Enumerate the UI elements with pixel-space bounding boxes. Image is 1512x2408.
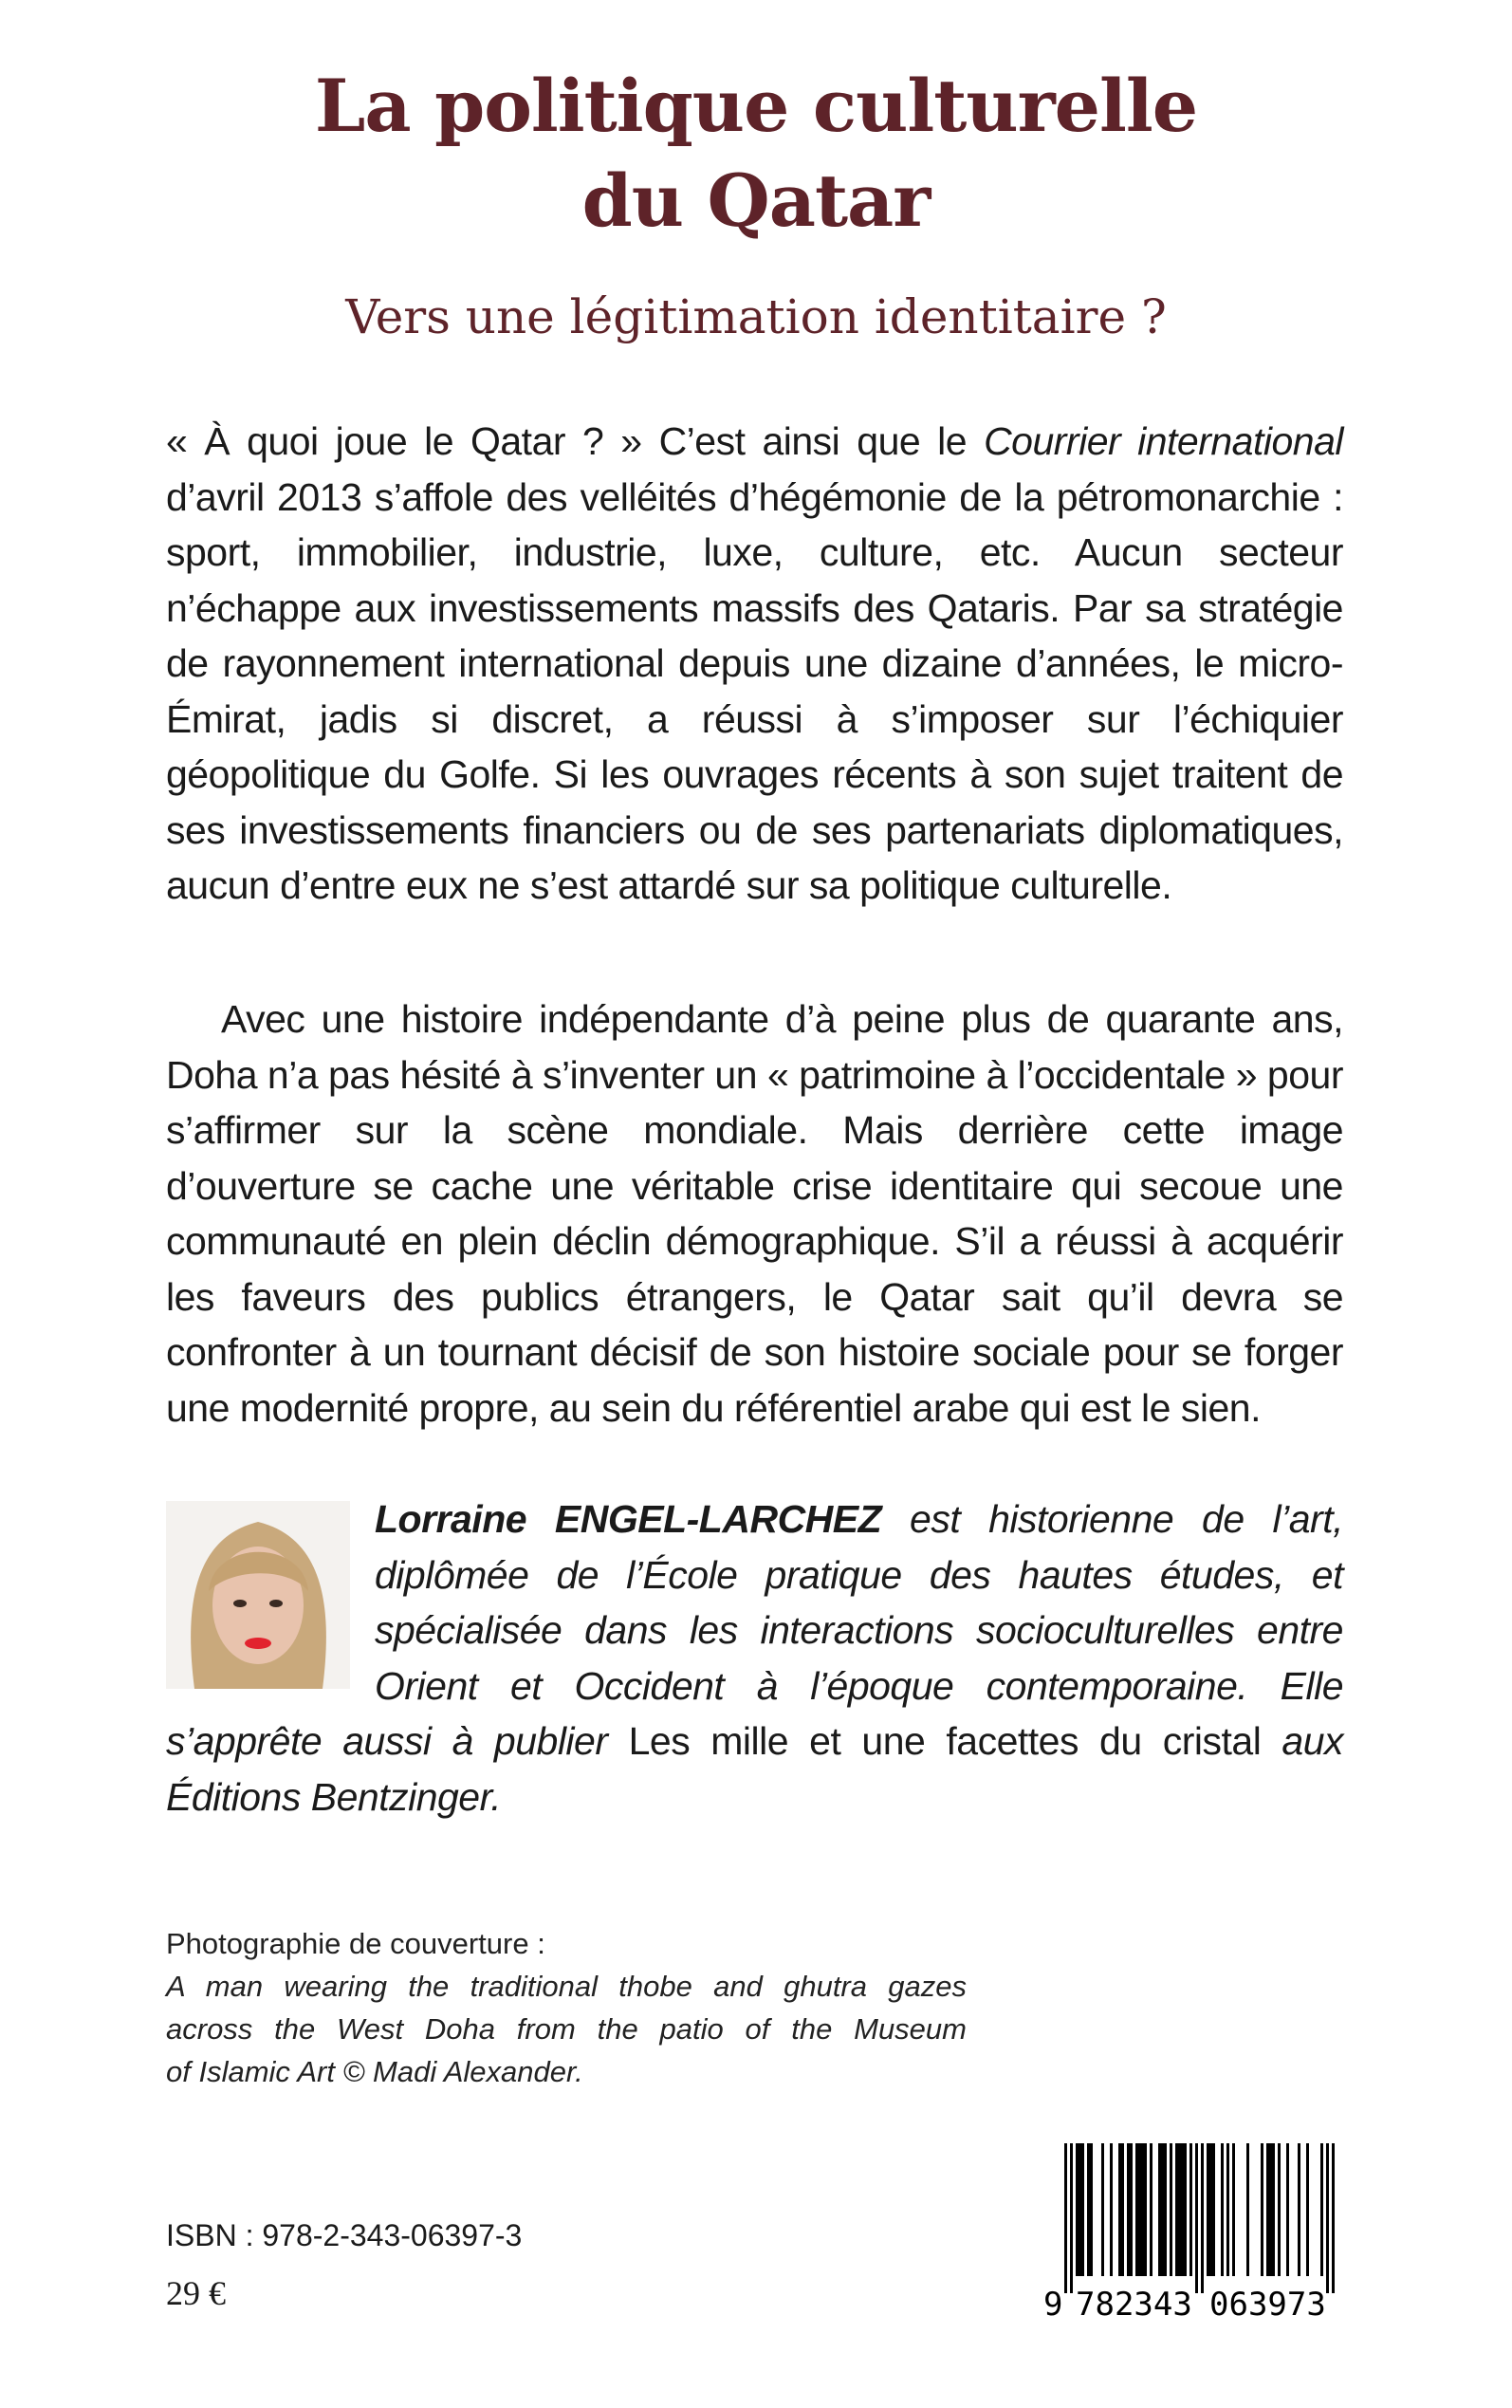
summary-paragraph-2: Avec une histoire indépendante d’à peine plus de quarante ans, Doha n’a pas hésité à s’inventer un « patrimoine à l’occidentale » pour s’affirmer sur la scène mondiale. Mais derrière cette image d’ouverture se cache une véritable crise identitaire qui secoue une communauté en plein déclin démographique. S’il a réussi à acquérir les faveurs des publics étrangers, le Qatar sait qu’il devra se confronter à un tournant décisif de son histoire sociale pour se forger une modernité propre, au sein du référentiel arabe qui est le sien. — [166, 997, 1343, 1430]
barcode-bar — [1076, 2143, 1079, 2276]
barcode-bar — [1064, 2143, 1067, 2293]
barcode-bar — [1298, 2143, 1300, 2276]
barcode-bar — [1127, 2143, 1130, 2276]
barcode-bar — [1081, 2143, 1084, 2276]
barcode-bar — [1090, 2143, 1093, 2276]
book-subtitle: Vers une légitimation identitaire ? — [345, 289, 1167, 344]
barcode-bar — [1221, 2143, 1224, 2276]
barcode-bar — [1150, 2143, 1152, 2276]
barcode-bar — [1138, 2143, 1141, 2276]
summary-paragraph-1 — [166, 414, 1343, 914]
author-bio — [166, 1491, 1343, 1825]
barcode-bar — [1161, 2143, 1164, 2276]
credit-line: across the West Doha from the patio of the Museum — [166, 2012, 967, 2046]
barcode-bar — [1269, 2143, 1272, 2276]
barcode-bar — [1101, 2143, 1104, 2276]
text: est historienne de l’art, diplômée de l’École pratique des hautes études, et spécialisée dans les interactions socioculturelles entre Orient et Occident à l’époque contemporaine. Elle s’apprête aussi à publier — [166, 1497, 1343, 1763]
barcode-bar — [1212, 2143, 1215, 2276]
barcode-bar — [1286, 2143, 1289, 2276]
barcode-bar — [1135, 2143, 1138, 2276]
text: d’avril 2013 s’affole des velléités d’hégémonie de la pétromonarchie : sport, immobilier, industrie, luxe, culture, etc. Aucun secteur n’échappe aux investissements massifs des Qataris. Par sa stratégie de rayonnement international depuis une dizaine d’années, le micro-Émirat, jadis si discret, a réussi à s’imposer sur l’échiquier géopolitique du Golfe. Si les ouvrages récents à son sujet traitent de ses investissements financiers ou de ses partenariats diplomatiques, aucun d’entre eux ne s’est attardé sur sa politique culturelle. — [166, 474, 1343, 907]
barcode-bar — [1326, 2143, 1329, 2293]
barcode-bar — [1079, 2143, 1081, 2276]
barcode-bar — [1175, 2143, 1178, 2276]
text: aux Éditions Bentzinger. — [166, 1719, 1343, 1819]
barcode-digits: 9 — [1043, 2286, 1063, 2324]
barcode-digits: 063973 — [1209, 2286, 1326, 2324]
barcode-bar — [1170, 2143, 1172, 2276]
barcode-bar — [1130, 2143, 1133, 2276]
credit-line: of Islamic Art © Madi Alexander. — [166, 2055, 583, 2088]
isbn: ISBN : 978-2-343-06397-3 — [166, 2218, 523, 2252]
credit-label: Photographie de couverture : — [166, 1927, 545, 1960]
price: 29 € — [166, 2274, 226, 2312]
barcode-bar — [1144, 2143, 1147, 2276]
barcode-bar — [1141, 2143, 1144, 2276]
barcode-bar — [1232, 2143, 1235, 2276]
barcode-bar — [1178, 2143, 1181, 2276]
barcode-bar — [1272, 2143, 1275, 2276]
title-line: La politique culturelle — [314, 64, 1198, 148]
barcode-bar — [1226, 2143, 1229, 2276]
barcode-bar — [1110, 2143, 1113, 2276]
barcode-bar — [1320, 2143, 1323, 2276]
barcode-bar — [1278, 2143, 1281, 2276]
barcode-bar — [1181, 2143, 1184, 2276]
barcode-digits: 782343 — [1076, 2286, 1192, 2324]
book-title — [0, 59, 1512, 249]
text: « À quoi joue le Qatar ? » C’est ainsi que le — [166, 419, 985, 463]
barcode-bar — [1164, 2143, 1167, 2276]
barcode-bar — [1201, 2143, 1204, 2293]
barcode-bar — [1266, 2143, 1269, 2276]
barcode-bar — [1209, 2143, 1212, 2276]
author-name: Lorraine ENGEL-LARCHEZ — [375, 1497, 882, 1541]
barcode-bar — [1070, 2143, 1073, 2293]
barcode-bar — [1195, 2143, 1198, 2293]
book-reference: Les mille et une facettes du cristal — [628, 1719, 1262, 1763]
barcode-bar — [1332, 2143, 1335, 2293]
barcode-bar — [1207, 2143, 1209, 2276]
cover-photo-credit — [166, 1922, 967, 2093]
barcode-bar — [1087, 2143, 1090, 2276]
barcode-bar — [1246, 2143, 1249, 2276]
barcode-bar — [1121, 2143, 1124, 2276]
title-line: du Qatar — [581, 158, 931, 243]
barcode-bar — [1184, 2143, 1187, 2276]
barcode-bar — [1189, 2143, 1192, 2276]
barcode-bar — [1118, 2143, 1121, 2276]
credit-line: A man wearing the traditional thobe and ghutra gazes — [166, 1970, 967, 2003]
barcode-bar — [1158, 2143, 1161, 2276]
publication-title: Courrier international — [984, 419, 1344, 463]
barcode — [1043, 2139, 1347, 2325]
barcode-bar — [1306, 2143, 1309, 2276]
barcode-bar — [1261, 2143, 1263, 2276]
